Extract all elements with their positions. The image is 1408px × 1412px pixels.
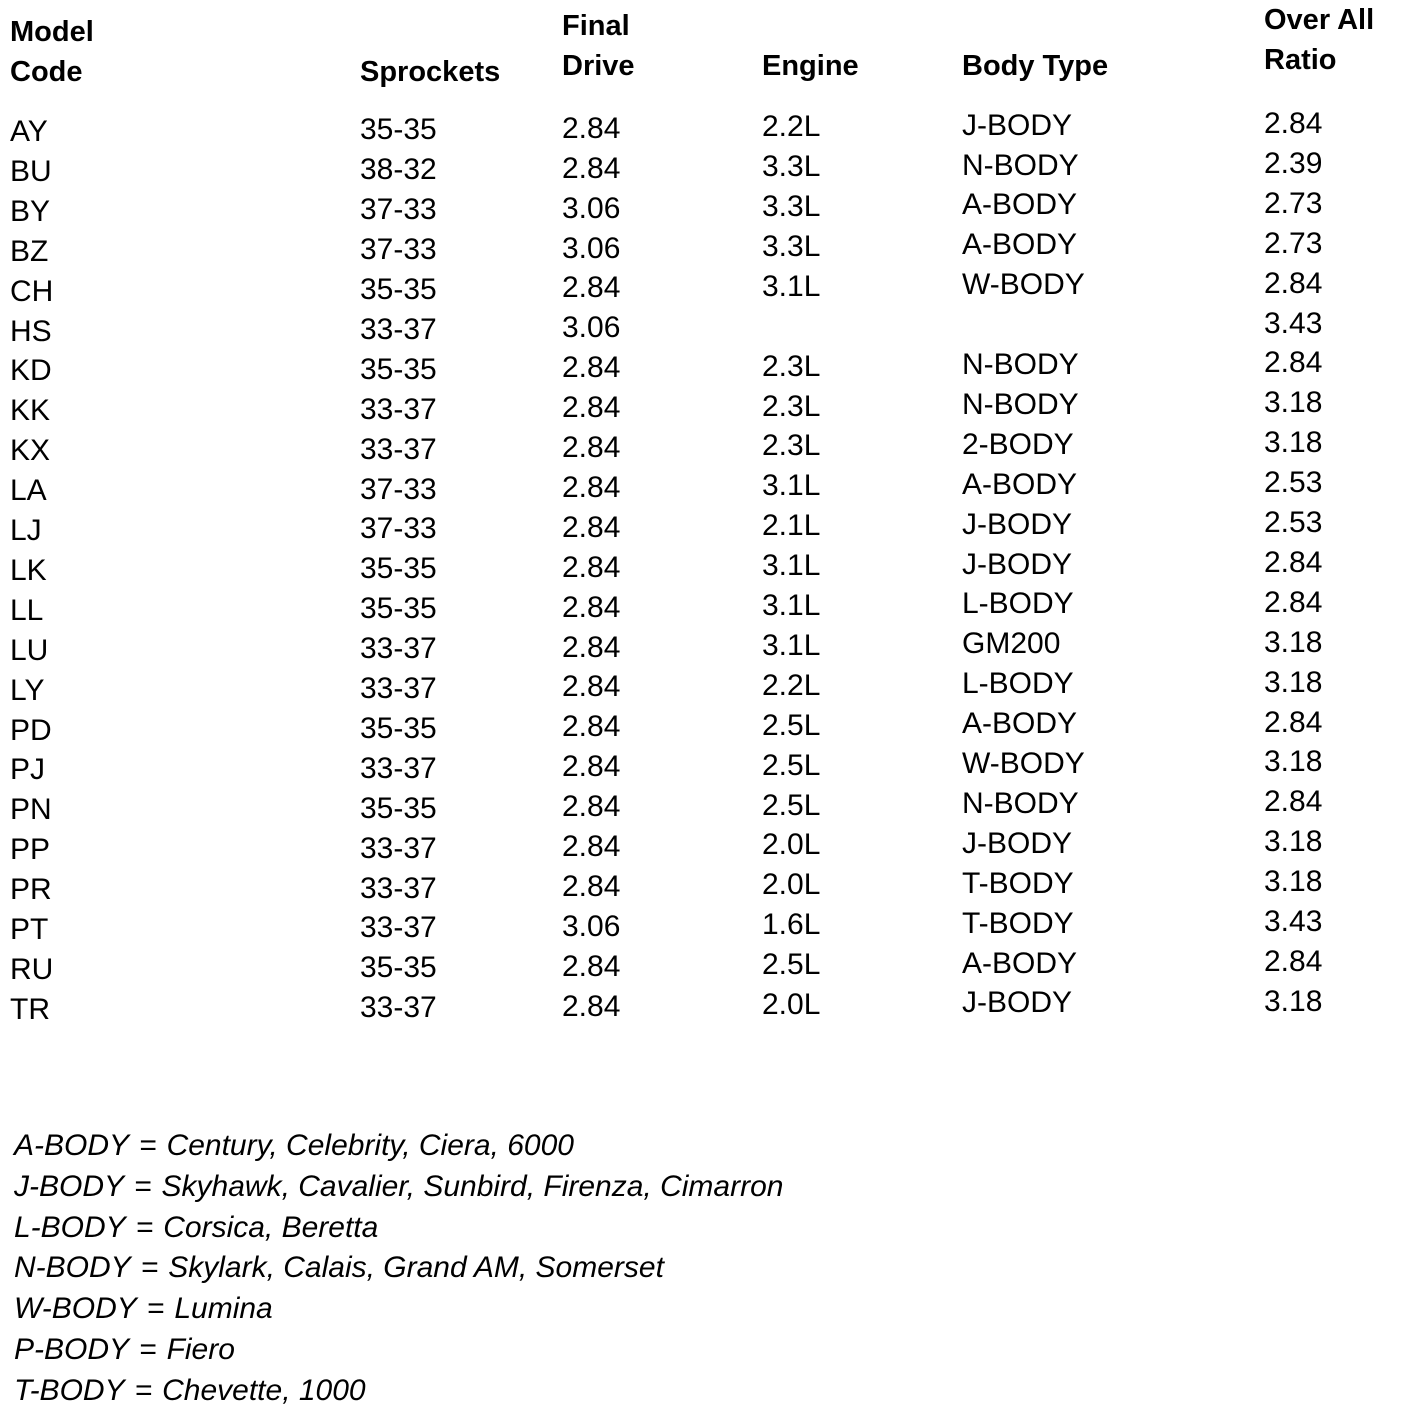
cell-ratio: 2.39 (1264, 146, 1323, 180)
cell-ratio: 2.84 (1264, 944, 1323, 978)
cell-final-drive: 2.84 (562, 111, 621, 145)
cell-engine: 2.0L (762, 868, 821, 902)
cell-ratio: 3.43 (1264, 306, 1323, 340)
cell-final-drive: 2.84 (562, 630, 621, 664)
cell-sprockets: 38-32 (360, 153, 437, 187)
cell-final-drive: 2.84 (562, 550, 621, 584)
legend-body-type: A-BODY (14, 1129, 130, 1162)
cell-body-type: L-BODY (962, 667, 1074, 701)
cell-code: BU (10, 154, 52, 188)
cell-code: KK (10, 394, 51, 428)
cell-body-type: J-BODY (962, 108, 1073, 142)
legend-body-type: T-BODY (14, 1373, 125, 1407)
cell-sprockets: 37-33 (360, 512, 437, 546)
legend-body-type: W-BODY (14, 1292, 137, 1326)
cell-body-type: J-BODY (962, 826, 1073, 860)
cell-ratio: 2.53 (1264, 466, 1323, 500)
cell-final-drive: 2.84 (562, 351, 621, 385)
legend-item (14, 1126, 1114, 1167)
legend-equals: = (146, 1292, 165, 1326)
cell-sprockets: 33-37 (360, 432, 437, 466)
cell-sprockets: 33-37 (360, 991, 437, 1025)
cell-code: AY (10, 115, 48, 148)
cell-engine: 2.3L (762, 429, 821, 463)
cell-code: PP (10, 833, 51, 867)
cell-sprockets: 33-37 (360, 751, 437, 785)
cell-final-drive: 2.84 (562, 271, 621, 305)
cell-sprockets: 35-35 (360, 711, 437, 745)
cell-ratio: 2.53 (1264, 506, 1323, 539)
cell-final-drive: 3.06 (562, 311, 621, 345)
cell-code: LJ (10, 514, 42, 547)
cell-final-drive: 2.84 (562, 949, 621, 983)
cell-final-drive: 2.84 (562, 590, 621, 624)
cell-ratio: 2.84 (1264, 266, 1323, 300)
cell-sprockets: 33-37 (360, 312, 437, 346)
legend-body-type: P-BODY (14, 1332, 130, 1366)
cell-engine: 2.2L (762, 110, 821, 144)
cell-engine: 2.2L (762, 668, 821, 702)
cell-engine: 3.3L (762, 150, 821, 184)
legend-models: Lumina (174, 1292, 273, 1326)
legend-equals: = (134, 1169, 152, 1203)
cell-sprockets: 35-35 (360, 592, 437, 626)
cell-engine: 2.1L (762, 509, 821, 543)
cell-code: RU (10, 952, 54, 986)
legend-equals: = (134, 1373, 153, 1407)
cell-sprockets: 33-37 (360, 831, 437, 865)
cell-body-type: A-BODY (962, 467, 1078, 501)
cell-engine: 3.3L (762, 229, 821, 263)
cell-ratio: 3.18 (1264, 386, 1323, 420)
cell-code: LY (10, 673, 45, 707)
cell-body-type: GM200 (962, 627, 1061, 661)
cell-ratio: 2.84 (1264, 585, 1323, 619)
cell-final-drive: 2.84 (562, 470, 621, 504)
legend-models: Fiero (166, 1332, 235, 1366)
cell-body-type: W-BODY (962, 268, 1085, 302)
cell-sprockets: 35-35 (360, 951, 437, 985)
cell-body-type: N-BODY (962, 348, 1079, 381)
legend-models: Skyhawk, Cavalier, Sunbird, Firenza, Cimarron (161, 1169, 784, 1203)
cell-engine: 2.0L (762, 828, 821, 862)
cell-final-drive: 2.84 (562, 710, 621, 744)
column-header-line (962, 6, 1108, 46)
column-header-body-type (962, 6, 1108, 86)
cell-code: KX (10, 434, 51, 468)
cell-final-drive: 2.84 (562, 750, 621, 784)
cell-engine: 2.5L (762, 788, 821, 822)
legend-body-type: N-BODY (14, 1251, 131, 1285)
cell-final-drive: 3.06 (562, 909, 621, 943)
cell-code: LK (10, 553, 47, 587)
cell-body-type: N-BODY (962, 387, 1079, 421)
cell-final-drive: 2.84 (562, 151, 621, 185)
cell-code: PR (10, 873, 52, 907)
cell-sprockets: 35-35 (360, 113, 437, 147)
cell-final-drive: 2.84 (562, 869, 621, 903)
legend-body-type: J-BODY (14, 1169, 125, 1203)
legend-item (14, 1208, 1114, 1249)
cell-ratio: 2.84 (1264, 545, 1323, 579)
legend-item (14, 1371, 1114, 1412)
cell-sprockets: 37-33 (360, 193, 437, 227)
cell-ratio: 2.84 (1264, 107, 1323, 140)
cell-body-type: J-BODY (962, 507, 1073, 541)
cell-engine: 2.0L (762, 988, 821, 1021)
cell-sprockets: 37-33 (360, 472, 437, 506)
cell-ratio: 3.18 (1264, 665, 1323, 699)
cell-code: LU (10, 633, 49, 667)
cell-engine: 2.5L (762, 748, 821, 782)
column-header-line (762, 6, 859, 46)
legend-equals: = (135, 1210, 154, 1244)
cell-ratio: 3.18 (1264, 984, 1323, 1018)
cell-body-type: A-BODY (962, 188, 1078, 222)
legend-models: Corsica, Beretta (163, 1210, 379, 1244)
cell-sprockets: 33-37 (360, 871, 437, 905)
cell-ratio: 3.18 (1264, 426, 1323, 460)
legend-item (14, 1248, 1114, 1289)
cell-engine: 3.1L (762, 628, 821, 662)
column-header-sprockets (360, 12, 500, 92)
cell-body-type: J-BODY (962, 547, 1073, 581)
cell-code: BY (10, 194, 51, 228)
cell-engine: 3.1L (762, 589, 821, 622)
cell-final-drive: 3.06 (562, 231, 621, 265)
cell-ratio: 3.18 (1264, 625, 1323, 659)
cell-sprockets: 35-35 (360, 352, 437, 386)
cell-body-type: N-BODY (962, 148, 1079, 182)
cell-code: BZ (10, 234, 49, 268)
column-header-line (360, 12, 500, 52)
column-header-line: Code (10, 56, 83, 88)
legend-equals: = (139, 1332, 157, 1366)
legend-models: Skylark, Calais, Grand AM, Somerset (168, 1251, 664, 1285)
cell-engine: 2.3L (762, 349, 821, 383)
cell-ratio: 3.18 (1264, 745, 1323, 779)
column-header-line: Ratio (1264, 44, 1337, 76)
legend-body-type: L-BODY (14, 1210, 126, 1244)
column-header-line: Model (10, 16, 94, 48)
legend-equals: = (140, 1251, 159, 1285)
cell-final-drive: 2.84 (562, 510, 621, 544)
legend-models: Century, Celebrity, Ciera, 6000 (166, 1129, 574, 1162)
column-header-code (10, 12, 94, 92)
cell-ratio: 3.18 (1264, 865, 1323, 899)
cell-code: KD (10, 354, 52, 388)
cell-engine: 2.5L (762, 948, 821, 982)
cell-body-type: N-BODY (962, 786, 1079, 820)
column-header-engine (762, 6, 859, 86)
cell-body-type: W-BODY (962, 747, 1085, 780)
cell-sprockets: 33-37 (360, 672, 437, 705)
cell-code: LA (10, 474, 47, 508)
legend-item (14, 1167, 1114, 1208)
column-header-line: Drive (562, 50, 635, 82)
cell-sprockets: 35-35 (360, 552, 437, 586)
cell-final-drive: 2.84 (562, 830, 621, 863)
cell-code: PJ (10, 753, 46, 787)
cell-code: CH (10, 274, 54, 308)
cell-sprockets: 33-37 (360, 632, 437, 666)
cell-final-drive: 2.84 (562, 431, 621, 464)
cell-body-type: L-BODY (962, 587, 1074, 621)
cell-final-drive: 2.84 (562, 989, 621, 1023)
legend-item (14, 1330, 1114, 1371)
cell-body-type: T-BODY (962, 866, 1074, 900)
cell-ratio: 3.18 (1264, 825, 1323, 859)
legend-equals: = (139, 1129, 157, 1162)
cell-body-type: 2-BODY (962, 427, 1074, 461)
column-header-ratio (1264, 0, 1374, 80)
cell-code: PT (10, 913, 49, 946)
cell-engine: 3.3L (762, 190, 821, 223)
cell-ratio: 2.84 (1264, 785, 1323, 819)
cell-engine: 3.1L (762, 269, 821, 303)
column-header-line: Engine (762, 50, 859, 82)
cell-body-type: A-BODY (962, 707, 1078, 741)
column-header-final-drive (562, 6, 635, 86)
cell-body-type: A-BODY (962, 946, 1078, 980)
cell-final-drive: 3.06 (562, 191, 621, 225)
cell-engine: 1.6L (762, 908, 821, 942)
legend-models: Chevette, 1000 (162, 1373, 366, 1407)
cell-engine: 3.1L (762, 549, 821, 583)
cell-code: TR (10, 992, 50, 1026)
legend-item (14, 1289, 1114, 1330)
column-header-line: Over All (1264, 4, 1375, 36)
cell-body-type: J-BODY (962, 986, 1073, 1020)
column-header-line: Body Type (962, 50, 1109, 82)
cell-final-drive: 2.84 (562, 391, 621, 425)
cell-sprockets: 35-35 (360, 273, 437, 306)
cell-body-type: T-BODY (962, 906, 1074, 940)
cell-ratio: 2.84 (1264, 705, 1323, 739)
cell-code: PD (10, 713, 52, 747)
cell-code: HS (10, 314, 52, 348)
cell-ratio: 2.84 (1264, 346, 1323, 380)
cell-body-type: A-BODY (962, 228, 1078, 262)
cell-sprockets: 33-37 (360, 911, 437, 945)
column-header-line: Sprockets (360, 56, 501, 88)
cell-ratio: 2.73 (1264, 226, 1323, 260)
body-type-legend (14, 1126, 1114, 1412)
cell-engine: 3.1L (762, 469, 821, 503)
cell-sprockets: 35-35 (360, 791, 437, 825)
column-header-line: Final (562, 10, 630, 42)
cell-final-drive: 2.84 (562, 790, 621, 824)
cell-engine: 2.5L (762, 708, 821, 742)
cell-ratio: 3.43 (1264, 905, 1323, 938)
cell-final-drive: 2.84 (562, 670, 621, 704)
cell-engine: 2.3L (762, 389, 821, 423)
cell-code: PN (10, 793, 52, 827)
cell-code: LL (10, 593, 44, 627)
cell-sprockets: 37-33 (360, 233, 437, 267)
cell-ratio: 2.73 (1264, 186, 1323, 220)
cell-sprockets: 33-37 (360, 392, 437, 426)
